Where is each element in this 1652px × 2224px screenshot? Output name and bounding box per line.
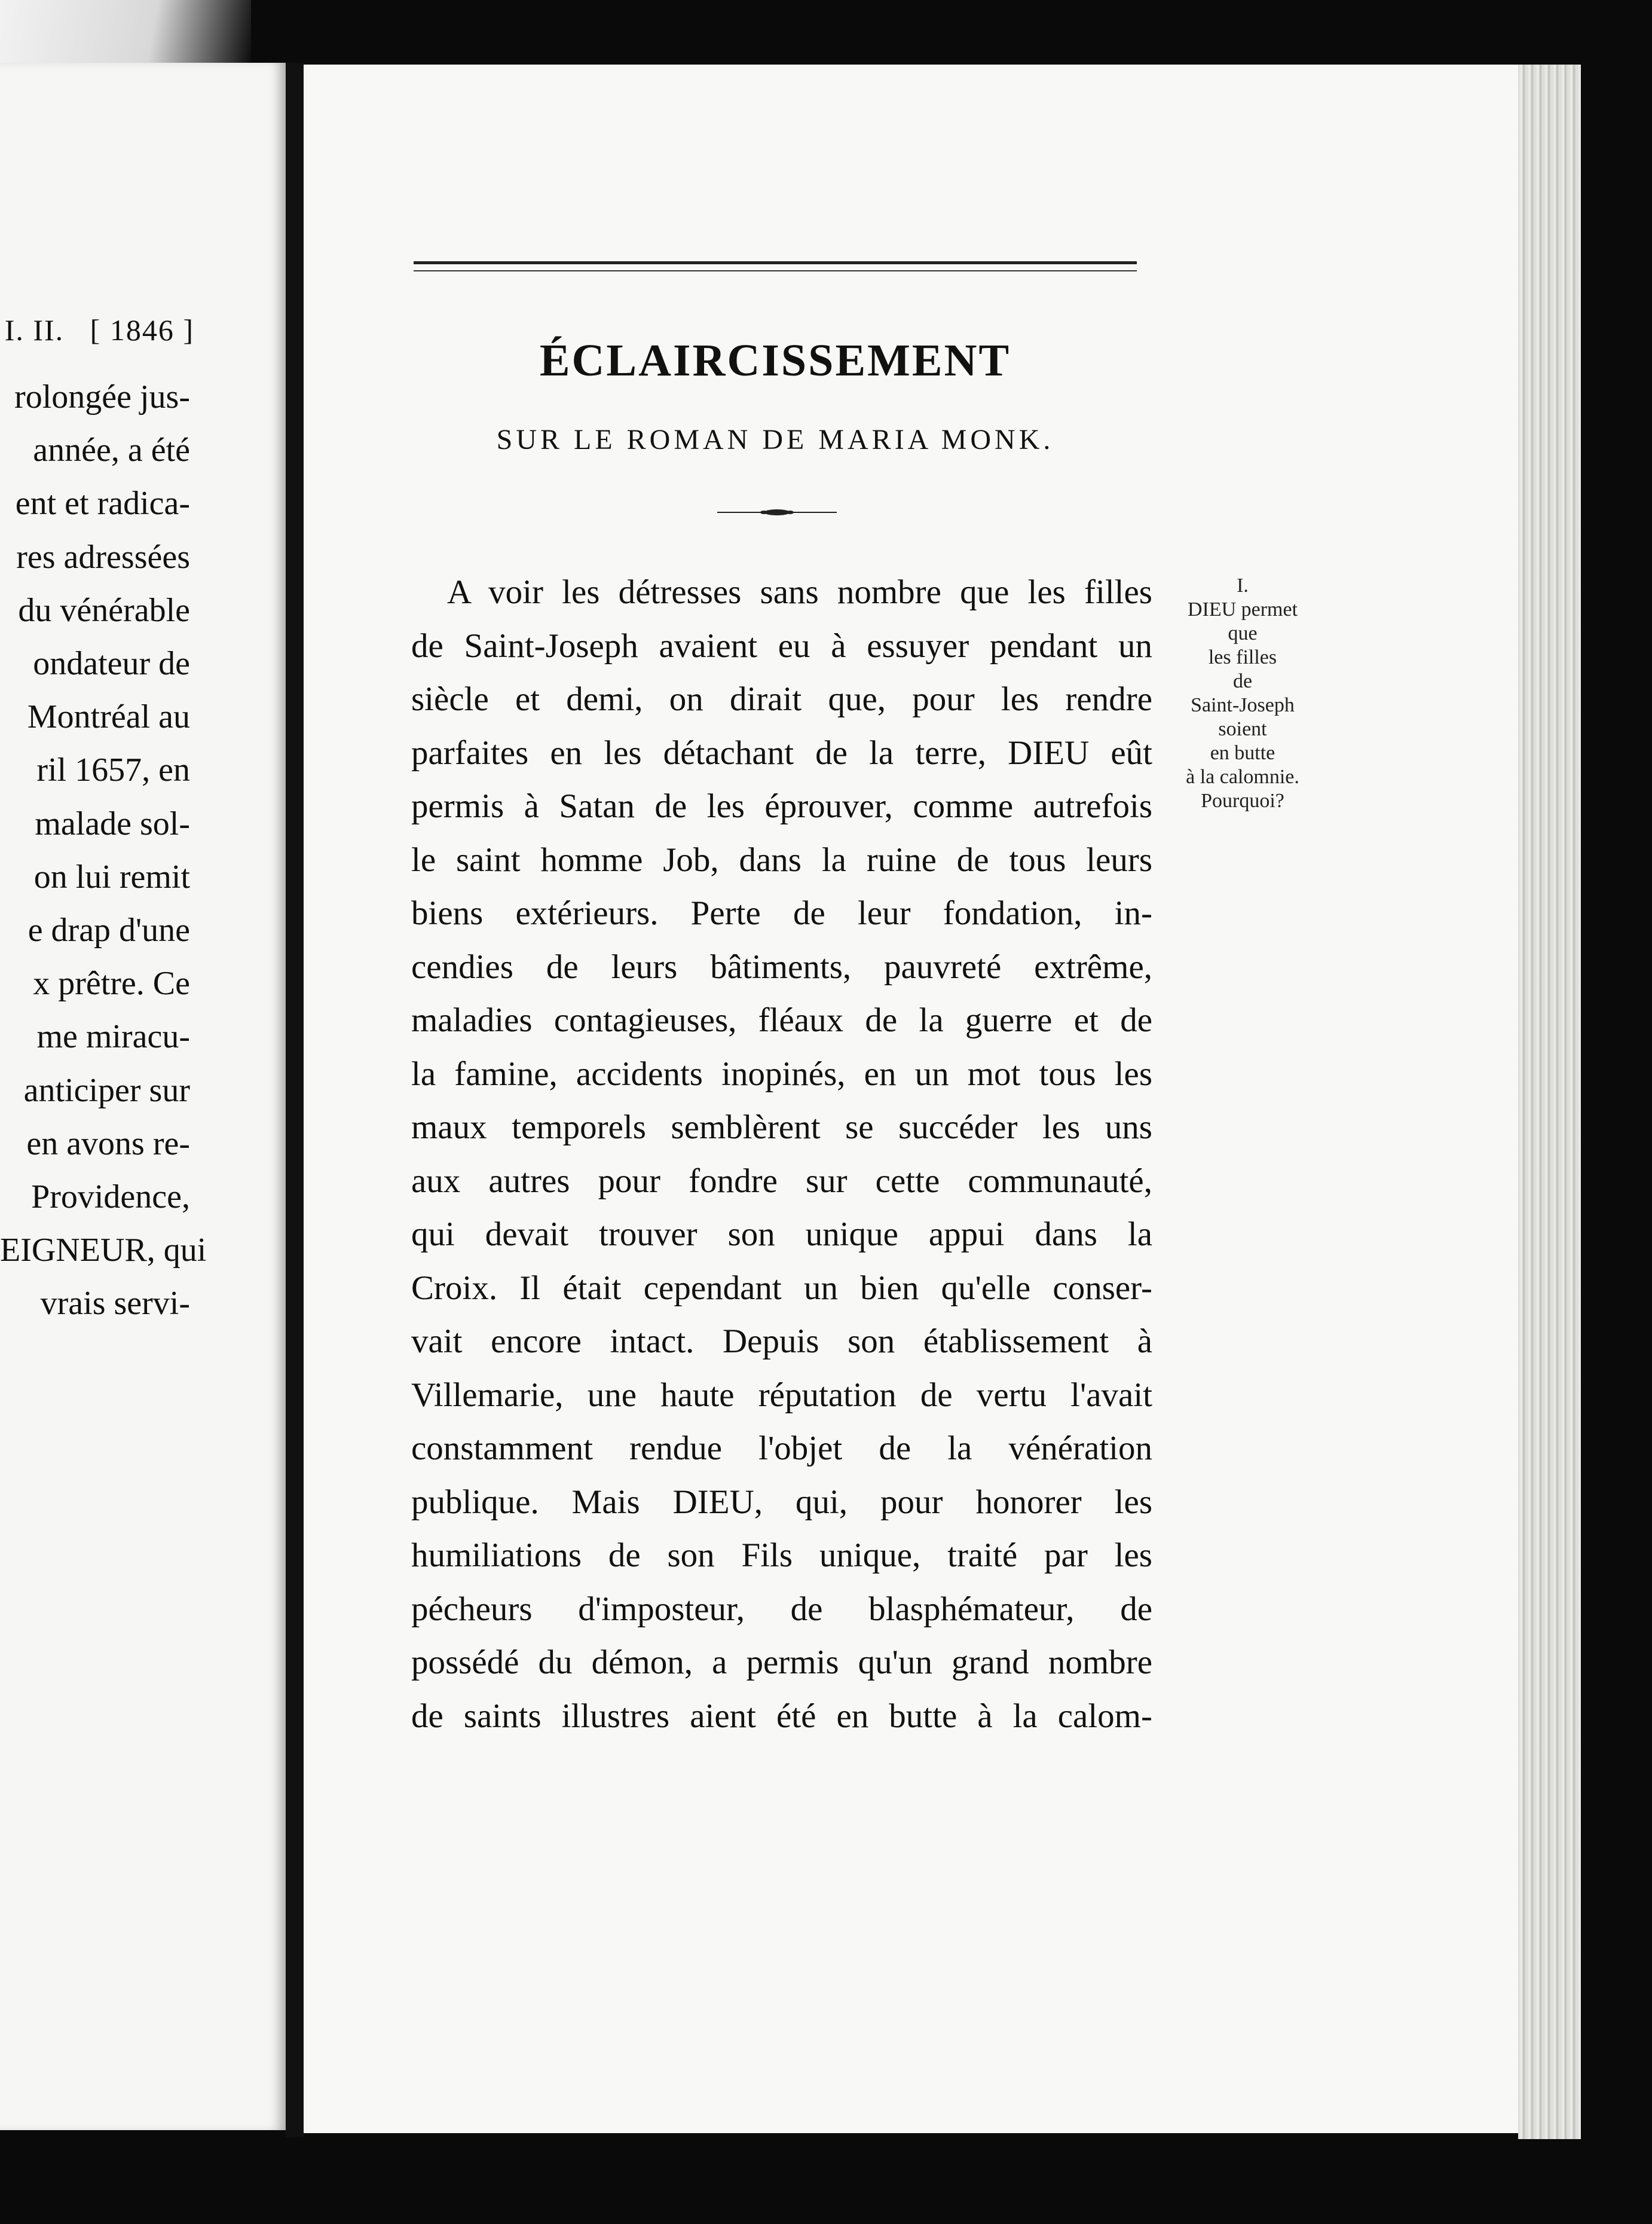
body-line: le saint homme Job, dans la ruine de tous leurs [411, 841, 1152, 879]
margin-note-line: de [1232, 670, 1253, 692]
top-rule-thin [414, 270, 1137, 271]
left-page-line: année, a été [33, 432, 190, 469]
left-page-line: on lui remit [33, 858, 190, 896]
body-line: qui devait trouver son unique appui dans la [411, 1215, 1152, 1253]
left-page-line: Montréal au [27, 698, 190, 736]
left-page-line: rolongée jus- [14, 378, 190, 416]
body-line: siècle et demi, on dirait que, pour les rendre [411, 680, 1152, 718]
left-page-line: ent et radica- [15, 485, 190, 523]
left-page [0, 63, 286, 2130]
body-line: constamment rendue l'objet de la vénération [411, 1429, 1152, 1467]
book-gutter [286, 63, 304, 2137]
left-page-line: malade sol- [35, 805, 190, 842]
ornament-divider [717, 508, 837, 517]
left-page-line: ondateur de [33, 645, 190, 682]
body-line: la famine, accidents inopinés, en un mot tous les [411, 1055, 1152, 1093]
body-line: aux autres pour fondre sur cette communauté, [411, 1162, 1152, 1200]
margin-note-line: en butte [1210, 742, 1275, 764]
body-line: humiliations de son Fils unique, traité par les [411, 1536, 1152, 1574]
left-page-line: EIGNEUR, qui [0, 1232, 207, 1269]
body-text [411, 566, 1152, 1743]
page-title: ÉCLAIRCISSEMENT [539, 335, 1011, 386]
body-line: Villemarie, une haute réputation de vertu l'avait [411, 1376, 1152, 1414]
left-page-line: Providence, [31, 1178, 190, 1215]
margin-note-line: Pourquoi? [1201, 790, 1284, 812]
background-corner [0, 0, 251, 72]
body-line: de saints illustres aient été en butte à la calom- [411, 1697, 1152, 1735]
body-line: A voir les détresses sans nombre que les filles [447, 573, 1152, 611]
left-page-line: ril 1657, en [36, 751, 190, 789]
body-line: Croix. Il était cependant un bien qu'elle conser- [411, 1269, 1152, 1307]
body-line: parfaites en les détachant de la terre, DIEU eût [411, 734, 1152, 772]
left-page-line: me miracu- [36, 1018, 190, 1056]
body-line: cendies de leurs bâtiments, pauvreté extrême, [411, 948, 1152, 986]
left-page-line: e drap d'une [27, 912, 190, 949]
body-line: possédé du démon, a permis qu'un grand nombre [411, 1643, 1152, 1681]
left-page-line: res adressées [16, 538, 190, 576]
body-line: de Saint-Joseph avaient eu à essuyer pendant un [411, 627, 1152, 665]
left-page-line: en avons re- [26, 1125, 190, 1162]
body-line: biens extérieurs. Perte de leur fondation, in- [411, 894, 1152, 932]
body-line: publique. Mais DIEU, qui, pour honorer les [411, 1483, 1152, 1521]
page-edges [1518, 65, 1581, 2139]
margin-note-line: Saint-Joseph [1191, 694, 1295, 716]
margin-note [1162, 574, 1323, 813]
left-page-line: anticiper sur [23, 1071, 190, 1109]
body-line: maux temporels semblèrent se succéder les uns [411, 1108, 1152, 1146]
left-page-line: du vénérable [18, 591, 190, 629]
page-subtitle: SUR LE ROMAN DE MARIA MONK. [496, 424, 1054, 456]
body-line: vait encore intact. Depuis son établissement à [411, 1322, 1152, 1360]
left-page-header: I. II. [ 1846 ] [4, 313, 194, 347]
left-page-line: vrais servi- [40, 1285, 190, 1322]
margin-note-line: les filles [1208, 646, 1277, 668]
margin-note-line: que [1228, 622, 1258, 644]
body-line: permis à Satan de les éprouver, comme autrefois [411, 787, 1152, 825]
body-line: maladies contagieuses, fléaux de la guerre et de [411, 1001, 1152, 1039]
margin-note-line: DIEU permet [1187, 598, 1298, 621]
margin-note-line: soient [1218, 718, 1267, 740]
top-rule [414, 261, 1137, 264]
body-line: pécheurs d'imposteur, de blasphémateur, de [411, 1590, 1152, 1628]
margin-note-line: I. [1237, 575, 1249, 597]
left-page-line: x prêtre. Ce [33, 965, 190, 1003]
margin-note-line: à la calomnie. [1186, 766, 1299, 788]
